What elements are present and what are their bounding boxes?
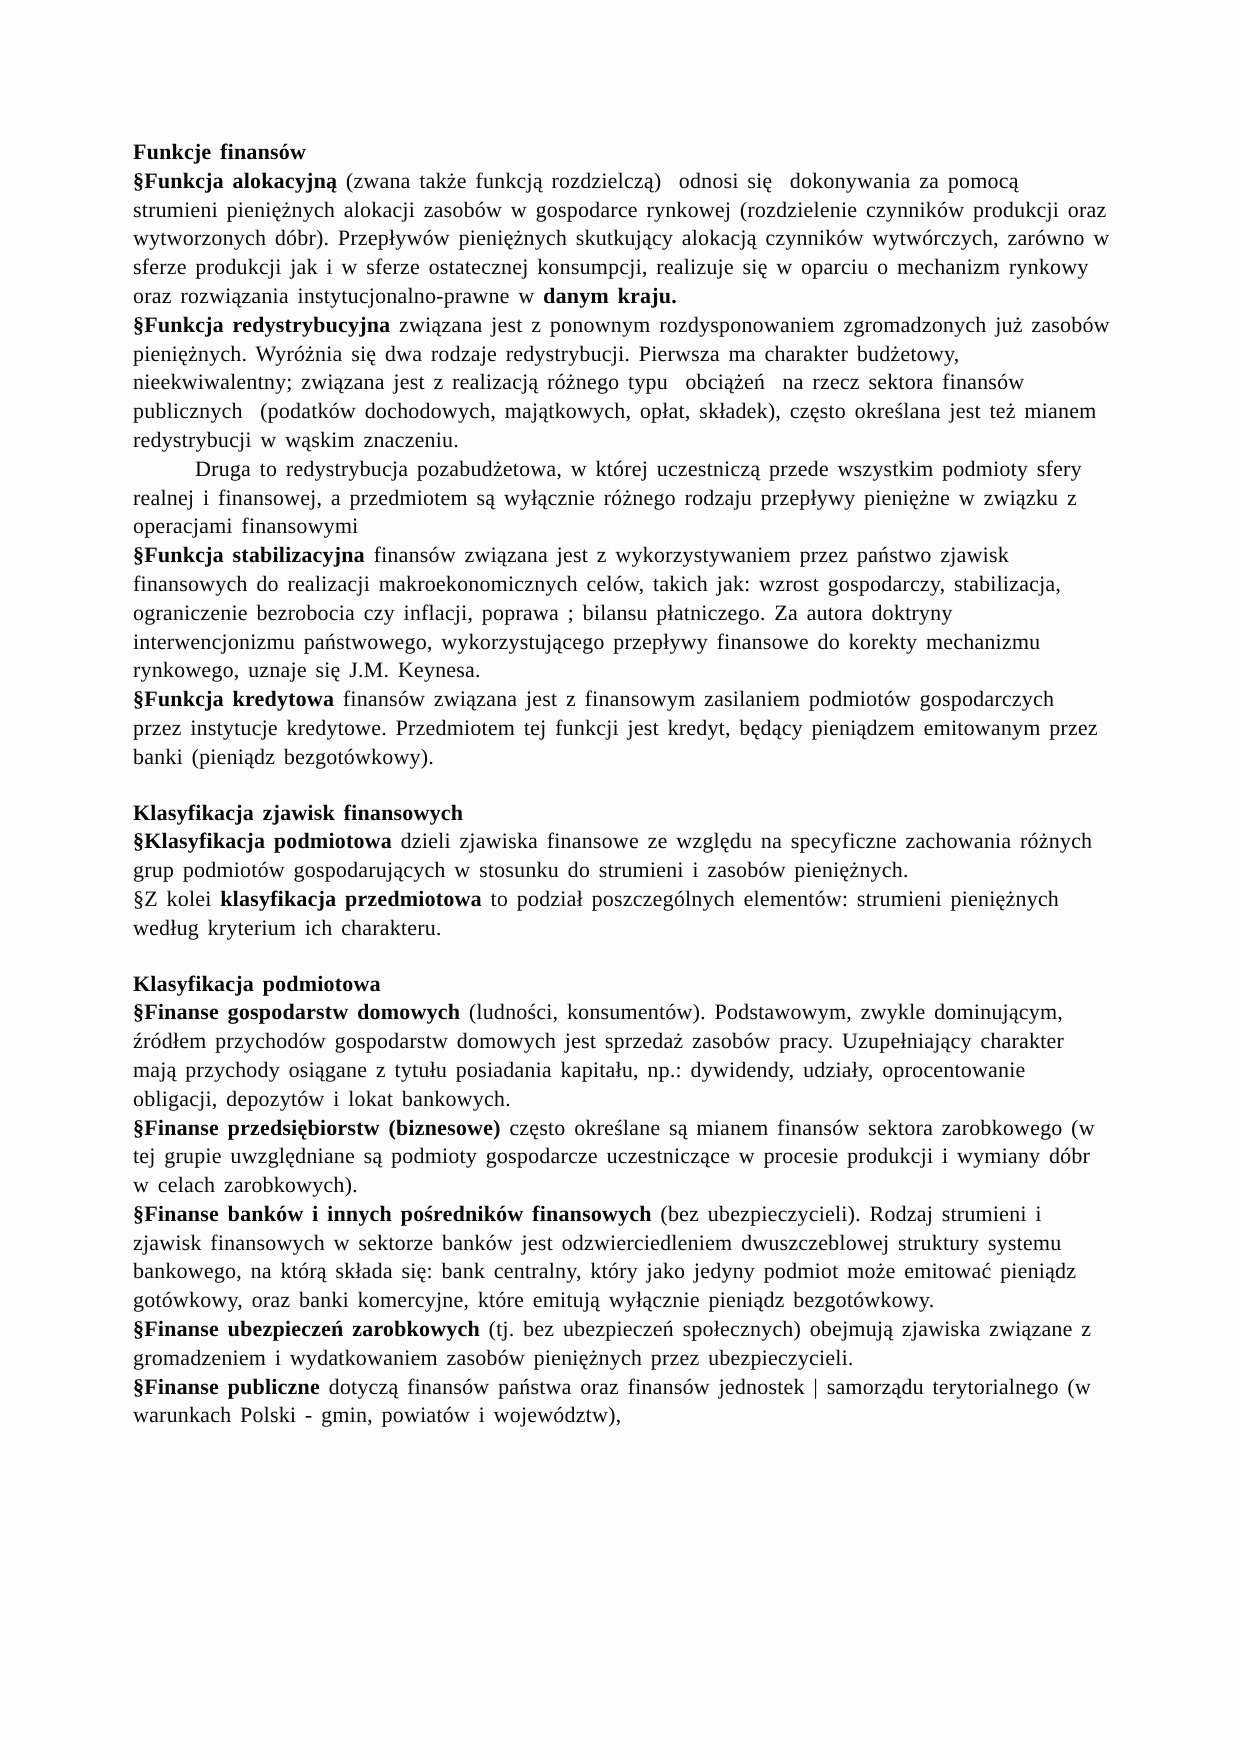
text-run: §Z kolei — [133, 885, 221, 911]
paragraph — [133, 541, 1111, 685]
bold-text-run: danym kraju. — [543, 282, 677, 308]
bold-text-run: §Funkcja alokacyjną — [133, 167, 338, 193]
bold-text-run: §Finanse przedsiębiorstw (biznesowe) — [133, 1114, 501, 1140]
paragraph — [133, 685, 1111, 771]
bold-text-run: §Funkcja stabilizacyjna — [133, 542, 365, 568]
text-run: (bez ubezpieczycieli). Rodzaj strumieni i zjawisk finansowych w sektorze banków jest odzwierciedleniem dwuszczeblowej struktury systemu bankowego, na którą składa się: bank centralny, który jako jedyny podmiot może emitować pieniądz gotówkowy, oraz banki komercyjne, które emitują wyłącznie pieniądz bezgotówkowy. — [133, 1200, 1085, 1313]
paragraph — [133, 885, 1111, 943]
paragraph — [133, 827, 1111, 885]
bold-text-run: §Finanse gospodarstw domowych — [133, 999, 461, 1025]
paragraph — [133, 1315, 1111, 1373]
text-run: finansów związana jest z finansowym zasilaniem podmiotów gospodarczych przez instytucje kredytowe. Przedmiotem tej funkcji jest kredyt, będący pieniądzem emitowanym przez banki (pieniądz bezgotówkowy). — [133, 686, 1107, 769]
blank-line — [133, 943, 1111, 970]
paragraph — [133, 1114, 1111, 1200]
text-run: Druga to redystrybucja pozabudżetowa, w której uczestniczą przede wszystkim podmioty sfery realnej i finansowej, a przedmiotem są wyłącznie różnego rodzaju przepływy pieniężne w związku z operacjami finansowymi — [133, 455, 1091, 539]
section-heading: Klasyfikacja zjawisk finansowych — [133, 799, 464, 825]
blank-line — [133, 772, 1111, 799]
text-run: dotyczą finansów państwa oraz finansów jednostek | samorządu terytorialnego (w warunkach Polski - gmin, powiatów i województw), — [133, 1373, 1100, 1428]
bold-text-run: §Finanse ubezpieczeń zarobkowych — [133, 1316, 480, 1342]
bold-text-run: §Finanse banków i innych pośredników finansowych — [133, 1200, 652, 1226]
paragraph — [133, 1373, 1111, 1431]
paragraph — [133, 1200, 1111, 1315]
text-run: (ludności, konsumentów). Podstawowym, zwykle dominującym, źródłem przychodów gospodarstw domowych jest sprzedaż zasobów pracy. Uzupełniający charakter mają przychody osiągane z tytułu posiadania kapitału, np.: dywidendy, udziały, oprocentowanie obligacji, depozytów i lokat bankowych. — [133, 999, 1073, 1111]
text-run: (zwana także funkcją rozdzielczą) odnosi się dokonywania za pomocą strumieni pieniężnych alokacji zasobów w gospodarce rynkowej (rozdzielenie czynników produkcji oraz wytworzonych dóbr). Przepływów pieniężnych skutkujący alokacją czynników wytwórczych, zarówno w sferze produkcji jak i w sferze ostatecznej konsumpcji, realizuje się w oparciu o mechanizm rynkowy oraz rozwiązania instytucjonalno-prawne w — [133, 167, 1119, 308]
text-run: związana jest z ponownym rozdysponowaniem zgromadzonych już zasobów pieniężnych. Wyróżnia się dwa rodzaje redystrybucji. Pierwsza ma charakter budżetowy, nieekwiwalentny; związana jest z realizacją różnego typu obciążeń na rzecz sektora finansów publicznych (podatków dochodowych, majątkowych, opłat, składek), często określana jest też mianem redystrybucji w wąskim znaczeniu. — [133, 311, 1119, 452]
paragraph — [133, 455, 1111, 541]
bold-text-run: §Funkcja kredytowa — [133, 686, 335, 712]
paragraph — [133, 998, 1111, 1113]
section-heading: Funkcje finansów — [133, 139, 307, 164]
paragraph — [133, 311, 1119, 455]
bold-text-run: §Klasyfikacja podmiotowa — [133, 828, 392, 854]
section-heading: Klasyfikacja podmiotowa — [133, 970, 381, 996]
bold-text-run: klasyfikacja przedmiotowa — [220, 885, 482, 911]
text-run: to podział poszczególnych elementów: strumieni pieniężnych według kryterium ich charakteru. — [133, 885, 1068, 940]
text-run: dzieli zjawiska finansowe ze względu na specyficzne zachowania różnych grup podmiotów gospodarujących w stosunku do strumieni i zasobów pieniężnych. — [133, 828, 1101, 883]
paragraph — [133, 167, 1119, 311]
document-text-block — [133, 138, 1119, 1430]
text-run: często określane są mianem finansów sektora zarobkowego (w tej grupie uwzględniane są podmioty gospodarcze uczestniczące w procesie produkcji i wymiany dóbr w celach zarobkowych). — [133, 1114, 1104, 1198]
bold-text-run: §Finanse publiczne — [133, 1373, 320, 1399]
text-run: finansów związana jest z wykorzystywaniem przez państwo zjawisk finansowych do realizacji makroekonomicznych celów, takich jak: wzrost gospodarczy, stabilizacja, ograniczenie bezrobocia czy inflacji, poprawa ; bilansu płatniczego. Za autora doktryny interwencjonizmu państwowego, wykorzystującego przepływy finansowe do korekty mechanizmu rynkowego, uznaje się J.M. Keynesa. — [133, 542, 1070, 683]
bold-text-run: §Funkcja redystrybucyjna — [133, 311, 391, 337]
text-run: (tj. bez ubezpieczeń społecznych) obejmują zjawiska związane z gromadzeniem i wydatkowaniem zasobów pieniężnych przez ubezpieczycieli. — [133, 1316, 1100, 1370]
